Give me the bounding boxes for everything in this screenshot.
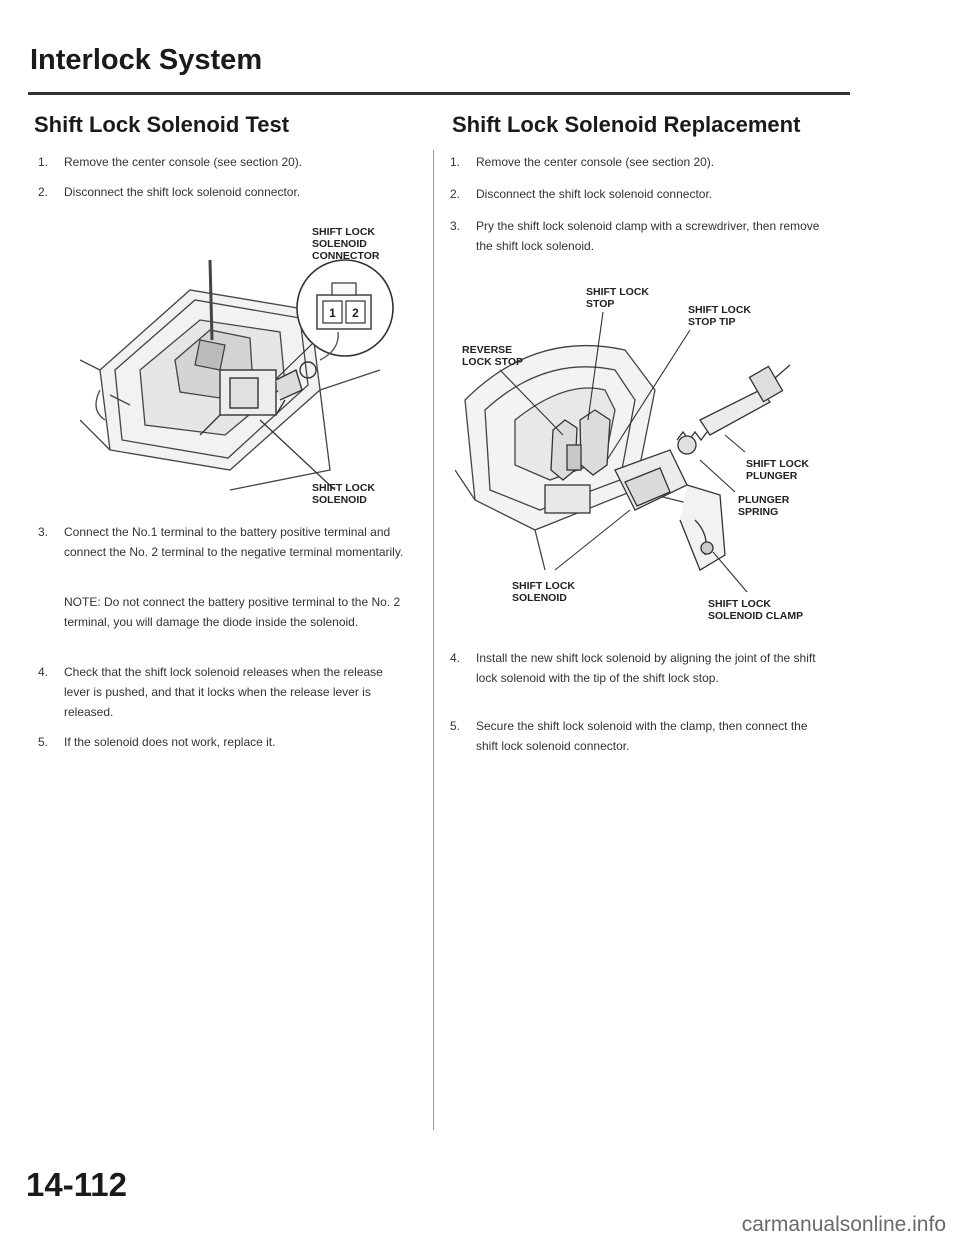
- step-number: 5.: [38, 735, 49, 749]
- step-number: 4.: [450, 651, 461, 665]
- plunger-spring-callout: PLUNGER SPRING: [738, 494, 790, 518]
- step-text: Connect the No.1 terminal to the battery positive terminal and connect the No. 2 terminal to the negative terminal momentarily.: [64, 525, 404, 559]
- warning-note: NOTE: Do not connect the battery positive terminal to the No. 2 terminal, you will damage the diode inside the solenoid.: [64, 595, 401, 629]
- reverse-lock-stop-callout: REVERSE LOCK STOP: [462, 344, 524, 368]
- step-number: 2.: [450, 187, 461, 201]
- replace-step-4: [450, 648, 830, 688]
- plunger-callout: SHIFT LOCK PLUNGER: [746, 458, 809, 482]
- test-step-4: [38, 662, 406, 722]
- pin-2-label: 2: [352, 306, 359, 320]
- column-divider: [433, 150, 434, 1130]
- replace-step-1: [450, 152, 830, 172]
- step-text: If the solenoid does not work, replace it.: [64, 735, 276, 749]
- page-number: 14-112: [26, 1166, 127, 1203]
- replace-step-5: [450, 716, 830, 756]
- watermark-link[interactable]: carmanualsonline.info: [741, 1213, 946, 1236]
- connector-callout: SHIFT LOCK SOLENOID CONNECTOR: [312, 226, 380, 262]
- step-text: Disconnect the shift lock solenoid connector.: [476, 187, 713, 201]
- step-text: Secure the shift lock solenoid with the clamp, then connect the shift lock solenoid connector.: [476, 719, 808, 753]
- step-text: Remove the center console (see section 20).: [476, 155, 715, 169]
- page-title: Interlock System: [30, 44, 263, 76]
- step-number: 3.: [38, 525, 49, 539]
- step-text: Pry the shift lock solenoid clamp with a screwdriver, then remove the shift lock solenoid.: [476, 219, 820, 253]
- replace-step-3: [450, 216, 830, 256]
- shift-lock-plunger-part: [677, 365, 790, 454]
- stop-callout: SHIFT LOCK STOP: [586, 286, 649, 310]
- step-number: 3.: [450, 219, 461, 233]
- test-step-2: [38, 182, 400, 202]
- step-number: 4.: [38, 665, 49, 679]
- test-step-3: [38, 522, 406, 562]
- step-text: Install the new shift lock solenoid by aligning the joint of the shift lock solenoid with the tip of the shift lock stop.: [476, 651, 816, 685]
- replacement-solenoid-callout: SHIFT LOCK SOLENOID: [512, 580, 575, 604]
- step-text: Disconnect the shift lock solenoid connector.: [64, 185, 301, 199]
- section-title-replacement: Shift Lock Solenoid Replacement: [452, 112, 801, 137]
- step-number: 1.: [38, 155, 49, 169]
- step-number: 2.: [38, 185, 49, 199]
- step-number: 1.: [450, 155, 461, 169]
- section-title-test: Shift Lock Solenoid Test: [34, 112, 290, 137]
- test-step-1: [38, 152, 400, 172]
- clamp-callout: SHIFT LOCK SOLENOID CLAMP: [708, 598, 804, 622]
- step-text: Remove the center console (see section 20).: [64, 155, 303, 169]
- step-text: Check that the shift lock solenoid releases when the release lever is pushed, and that it locks when the release lever is released.: [64, 665, 383, 719]
- step-number: 5.: [450, 719, 461, 733]
- pin-1-label: 1: [329, 306, 336, 320]
- test-step-5: [38, 732, 406, 752]
- stop-tip-callout: SHIFT LOCK STOP TIP: [688, 304, 751, 328]
- shift-lock-solenoid-test-diagram: [80, 220, 410, 510]
- header-rule: [28, 92, 850, 95]
- replace-step-2: [450, 184, 830, 204]
- solenoid-callout: SHIFT LOCK SOLENOID: [312, 482, 375, 506]
